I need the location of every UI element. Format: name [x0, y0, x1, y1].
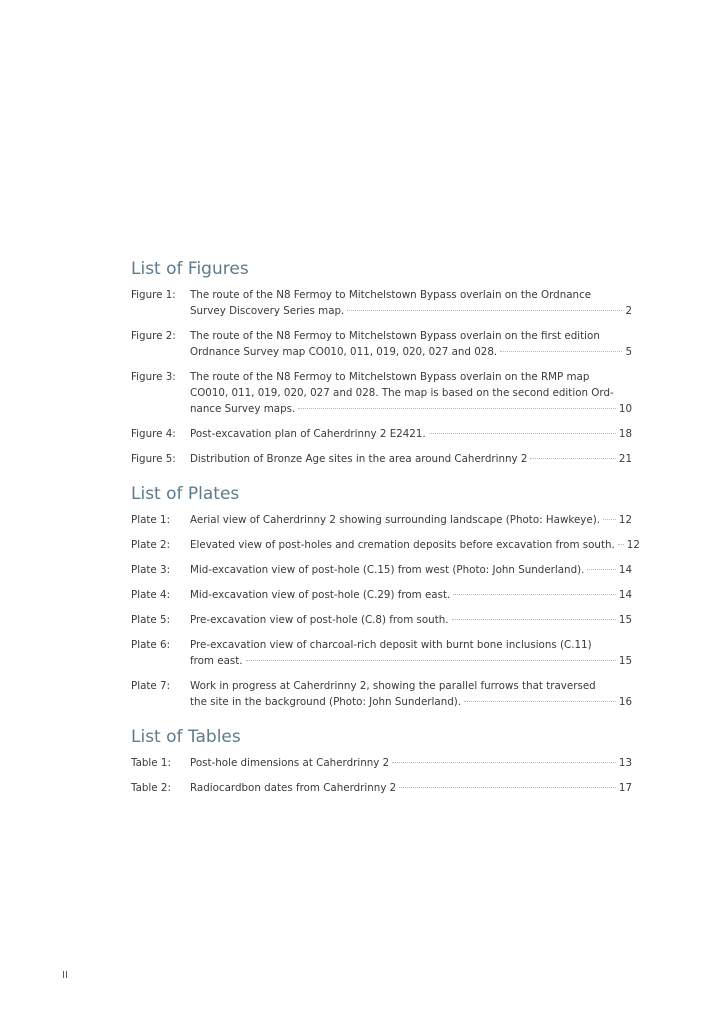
- caption-line: The route of the N8 Fermoy to Mitchelstown Bypass overlain on the Ordnance: [190, 289, 592, 301]
- toc-entry: [131, 587, 632, 603]
- caption-last-line: [190, 653, 632, 669]
- entry-caption: [190, 287, 632, 319]
- dot-leader: [587, 569, 615, 570]
- caption-line: Aerial view of Caherdrinny 2 showing surrounding landscape (Photo: Hawkeye).: [190, 514, 601, 526]
- entry-caption: [190, 451, 632, 467]
- dot-leader: [298, 408, 616, 409]
- page-number: 21: [618, 453, 632, 465]
- caption-last-line: [190, 780, 632, 796]
- dot-leader: [246, 660, 616, 661]
- caption-line: Post-hole dimensions at Caherdrinny 2: [190, 757, 390, 769]
- toc-entry: [131, 780, 632, 796]
- caption-last-line: [190, 612, 632, 628]
- entry-label: Plate 6:: [131, 639, 171, 651]
- toc-entry: [131, 369, 632, 417]
- page-number: 13: [618, 757, 632, 769]
- entry-label: Figure 3:: [131, 371, 176, 383]
- caption-line: The route of the N8 Fermoy to Mitchelstown Bypass overlain on the first edition: [190, 330, 600, 342]
- caption-line: Pre-excavation view of post-hole (C.8) from south.: [190, 614, 449, 626]
- entry-caption: [190, 587, 632, 603]
- toc-entry: [131, 755, 632, 771]
- list-of-plates: [131, 512, 640, 710]
- entry-caption: [190, 328, 632, 360]
- list-of-tables: [131, 755, 632, 796]
- dot-leader: [530, 458, 615, 459]
- entry-caption: [190, 426, 632, 442]
- caption-last-line: [190, 451, 632, 467]
- dot-leader: [603, 519, 616, 520]
- caption-last-line: [190, 694, 632, 710]
- list-of-plates-title: List of Plates: [131, 484, 240, 504]
- entry-caption: [190, 780, 632, 796]
- dot-leader: [452, 619, 616, 620]
- caption-line: nance Survey maps.: [190, 403, 296, 415]
- dot-leader: [453, 594, 616, 595]
- entry-caption: [190, 612, 632, 628]
- page-number: 10: [618, 403, 632, 415]
- page-folio: II: [62, 970, 68, 981]
- entry-label: Plate 2:: [131, 539, 171, 551]
- caption-last-line: [190, 562, 632, 578]
- entry-label: Figure 2:: [131, 330, 176, 342]
- toc-entry: [131, 512, 632, 528]
- caption-last-line: [190, 512, 632, 528]
- caption-last-line: [190, 344, 632, 360]
- caption-last-line: [190, 303, 632, 319]
- page-number: 17: [618, 782, 632, 794]
- entry-caption: [190, 755, 632, 771]
- caption-line: Mid-excavation view of post-hole (C.29) from east.: [190, 589, 451, 601]
- entry-label: Figure 4:: [131, 428, 176, 440]
- toc-entry: [131, 426, 632, 442]
- caption-last-line: [190, 401, 632, 417]
- page-number: 2: [625, 305, 632, 317]
- caption-line: Ordnance Survey map CO010, 011, 019, 020, 027 and 028.: [190, 346, 498, 358]
- entry-label: Plate 5:: [131, 614, 171, 626]
- dot-leader: [399, 787, 616, 788]
- page-number: 15: [618, 614, 632, 626]
- list-of-figures-title: List of Figures: [131, 259, 249, 279]
- entry-label: Plate 3:: [131, 564, 171, 576]
- dot-leader: [618, 544, 624, 545]
- toc-entry: [131, 562, 632, 578]
- page-number: 14: [618, 589, 632, 601]
- caption-line: from east.: [190, 655, 243, 667]
- entry-label: Figure 1:: [131, 289, 176, 301]
- entry-caption: [190, 678, 632, 710]
- entry-label: Plate 7:: [131, 680, 171, 692]
- page-number: 12: [618, 514, 632, 526]
- page-number: 16: [618, 696, 632, 708]
- caption-last-line: [190, 426, 632, 442]
- toc-entry: [131, 451, 632, 467]
- table-of-contents: [131, 258, 640, 805]
- caption-last-line: [190, 755, 632, 771]
- caption-line: Post-excavation plan of Caherdrinny 2 E2421.: [190, 428, 426, 440]
- dot-leader: [464, 701, 616, 702]
- toc-entry: [131, 537, 640, 553]
- dot-leader: [347, 310, 622, 311]
- entry-caption: [190, 369, 632, 417]
- toc-entry: [131, 678, 632, 710]
- caption-line: Elevated view of post-holes and cremation deposits before excavation from south.: [190, 539, 615, 551]
- list-of-tables-title: List of Tables: [131, 727, 241, 747]
- list-of-figures: [131, 287, 632, 467]
- caption-line: Pre-excavation view of charcoal-rich deposit with burnt bone inclusions (C.11): [190, 639, 592, 651]
- entry-caption: [190, 537, 640, 553]
- entry-caption: [190, 512, 632, 528]
- entry-label: Table 2:: [131, 782, 171, 794]
- caption-line: The route of the N8 Fermoy to Mitchelstown Bypass overlain on the RMP map: [190, 371, 590, 383]
- entry-label: Table 1:: [131, 757, 171, 769]
- caption-line: Survey Discovery Series map.: [190, 305, 345, 317]
- toc-entry: [131, 328, 632, 360]
- entry-label: Figure 5:: [131, 453, 176, 465]
- caption-line: CO010, 011, 019, 020, 027 and 028. The map is based on the second edition Ord-: [190, 387, 614, 399]
- caption-line: Distribution of Bronze Age sites in the area around Caherdrinny 2: [190, 453, 528, 465]
- dot-leader: [500, 351, 622, 352]
- toc-entry: [131, 287, 632, 319]
- toc-entry: [131, 637, 632, 669]
- toc-entry: [131, 612, 632, 628]
- dot-leader: [429, 433, 616, 434]
- entry-label: Plate 1:: [131, 514, 171, 526]
- page-number: 18: [618, 428, 632, 440]
- entry-caption: [190, 637, 632, 669]
- entry-caption: [190, 562, 632, 578]
- page-number: 15: [618, 655, 632, 667]
- caption-line: Radiocardbon dates from Caherdrinny 2: [190, 782, 397, 794]
- caption-last-line: [190, 587, 632, 603]
- page-number: 14: [618, 564, 632, 576]
- page-number: 12: [626, 539, 640, 551]
- dot-leader: [392, 762, 616, 763]
- caption-line: Work in progress at Caherdrinny 2, showing the parallel furrows that traversed: [190, 680, 596, 692]
- entry-label: Plate 4:: [131, 589, 171, 601]
- caption-last-line: [190, 537, 640, 553]
- caption-line: the site in the background (Photo: John Sunderland).: [190, 696, 462, 708]
- page-number: 5: [625, 346, 632, 358]
- caption-line: Mid-excavation view of post-hole (C.15) from west (Photo: John Sunderland).: [190, 564, 585, 576]
